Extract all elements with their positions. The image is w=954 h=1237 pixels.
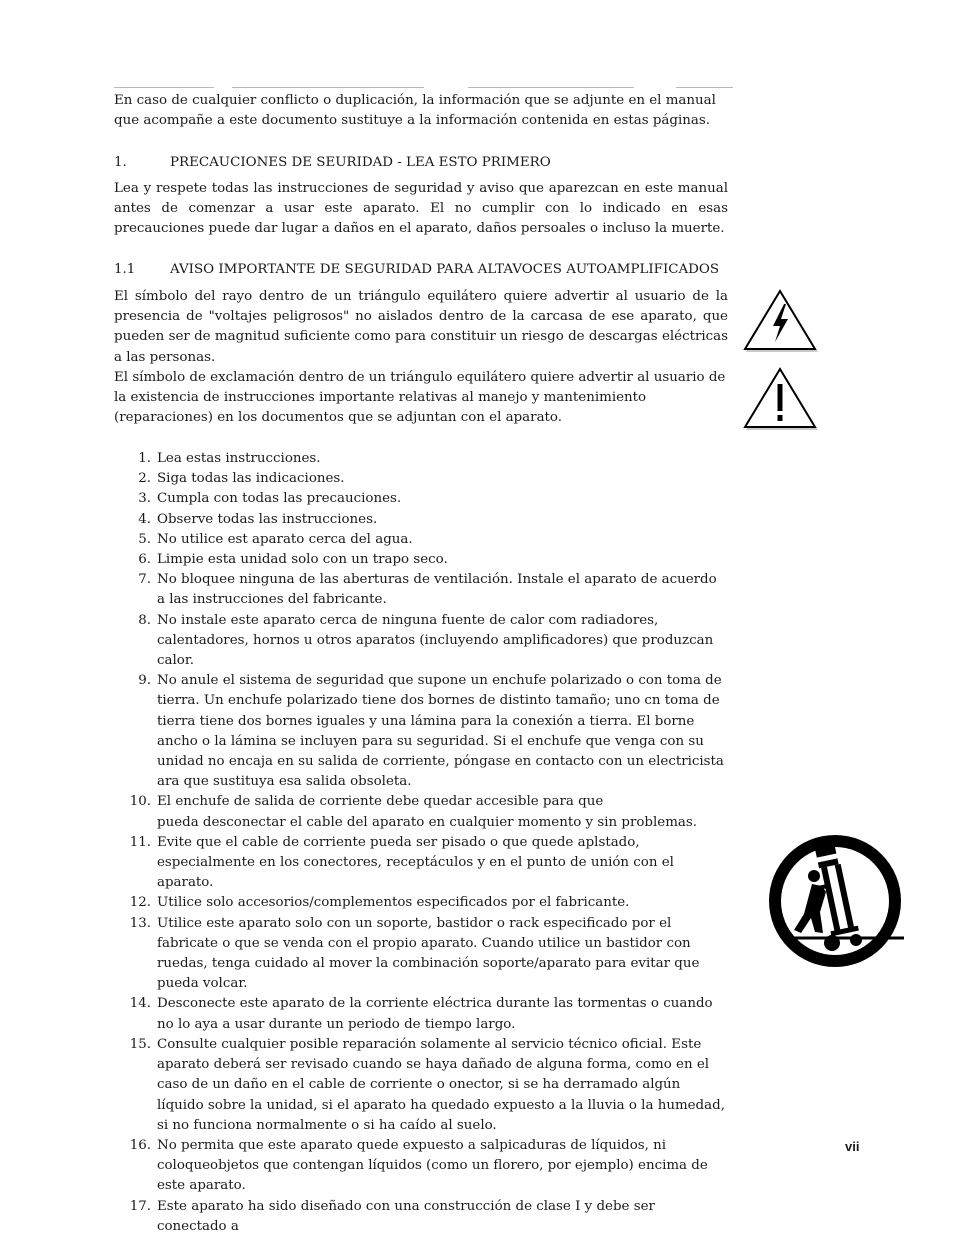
list-item-number: 14.	[129, 996, 151, 1012]
list-item	[114, 792, 728, 832]
list-item	[114, 1035, 728, 1136]
list-item	[114, 530, 728, 550]
section-1-heading	[114, 153, 551, 173]
list-item	[114, 893, 728, 913]
safety-instructions-list	[114, 449, 728, 1237]
list-item-text: El enchufe de salida de corriente debe quedar accesible para que	[157, 794, 604, 810]
list-item-number: 11.	[129, 834, 151, 850]
section-title: AVISO IMPORTANTE DE SEGURIDAD PARA ALTAVOCES AUTOAMPLIFICADOS	[170, 262, 720, 277]
list-item	[114, 469, 728, 489]
section-title: PRECAUCIONES DE SEURIDAD - LEA ESTO PRIMERO	[170, 155, 551, 170]
list-item-number: 7.	[138, 572, 151, 588]
header-rule	[676, 87, 733, 88]
list-item	[114, 449, 728, 469]
list-item-text: Consulte cualquier posible reparación solamente al servicio técnico oficial. Este aparato deberá ser revisado cuando se haya dañado de alguna forma, como en el caso de un daño en el cable de corriente o onector, si se ha derramado algún líquido sobre la unidad, si el aparato ha quedado expuesto a la lluvia o la humedad, si no funciona normalmente o si ha caído al suelo.	[157, 1036, 725, 1133]
list-item-number: 8.	[138, 612, 151, 628]
list-item	[114, 1197, 728, 1237]
list-item-text: pueda desconectar el cable del aparato en cualquier momento y sin problemas.	[157, 814, 698, 830]
list-item-number: 13.	[129, 915, 151, 931]
list-item-text: No instale este aparato cerca de ninguna fuente de calor com radiadores, calentadores, hornos u otros aparatos (incluyendo amplificadores) que produzcan calor.	[157, 612, 714, 669]
list-item	[114, 550, 728, 570]
list-item	[114, 570, 728, 610]
header-rule	[232, 87, 424, 88]
lightning-symbol-paragraph: El símbolo del rayo dentro de un triángulo equilátero quiere advertir al usuario de la presencia de "voltajes peligrosos" no aislados dentro de la carcasa de ese aparato, que pueden ser de magnitud suficiente como para constituir un riesgo de descargas eléctricas a las personas.	[114, 289, 728, 365]
list-item-text: Limpie esta unidad solo con un trapo seco.	[157, 552, 448, 568]
list-item-number: 16.	[129, 1137, 151, 1153]
list-item-number: 1.	[138, 451, 151, 466]
section-1-1-heading	[114, 260, 719, 280]
exclamation-symbol-paragraph: El símbolo de exclamación dentro de un triángulo equilátero quiere advertir al usuario de la existencia de instrucciones importante relativas al manejo y mantenimiento (reparaciones) en los documentos que se adjuntan con el aparato.	[114, 370, 726, 426]
list-item-text: No permita que este aparato quede expuesto a salpicaduras de líquidos, ni coloqueobjetos que contengan líquidos (como un florero, por ejemplo) encima de este aparato.	[157, 1137, 708, 1194]
cart-tip-over-warning-icon	[768, 834, 906, 970]
list-item-number: 12.	[129, 895, 151, 911]
intro-paragraph: En caso de cualquier conflicto o duplicación, la información que se adjunte en el manual que acompañe a este documento sustituye a la información contenida en estas páginas.	[114, 93, 716, 129]
list-item	[114, 833, 728, 894]
list-item	[114, 914, 728, 995]
list-item-number: 5.	[138, 531, 151, 547]
list-item	[114, 994, 728, 1034]
list-item-text: Lea estas instrucciones.	[157, 451, 321, 466]
list-item-number: 6.	[138, 552, 151, 568]
list-item-number: 2.	[138, 471, 151, 487]
header-rule	[114, 87, 214, 88]
list-item-number: 3.	[138, 491, 151, 507]
list-item-text: Utilice este aparato solo con un soporte, bastidor o rack especificado por el fabricate o que se venda con el propio aparato. Cuando utilice un bastidor con ruedas, tenga cuidado al mover la combinación soporte/aparato para evitar que pueda volcar.	[157, 915, 700, 992]
section-1-body: Lea y respete todas las instrucciones de seguridad y aviso que aparezcan en este manual antes de comenzar a usar este aparato. El no cumplir con lo indicado en esas precauciones puede dar lugar a daños en el aparato, daños persoales o incluso la muerte.	[114, 181, 728, 237]
page-number: vii	[845, 1139, 860, 1154]
list-item-text: Desconecte este aparato de la corriente eléctrica durante las tormentas o cuando no lo aya a usar durante un periodo de tiempo largo.	[157, 996, 713, 1032]
list-item-text: Siga todas las indicaciones.	[157, 471, 345, 487]
lightning-warning-triangle-icon	[742, 288, 822, 354]
exclamation-warning-triangle-icon	[742, 366, 822, 432]
header-rule	[468, 87, 634, 88]
list-item	[114, 671, 728, 792]
list-item-text: No anule el sistema de seguridad que supone un enchufe polarizado o con toma de tierra. Un enchufe polarizado tiene dos bornes de distinto tamaño; uno cn toma de tierra tiene dos bornes iguales y una lámina para la conexión a tierra. El borne ancho o la lámina se incluyen para su seguridad. Si el enchufe que venga con su unidad no encaja en su salida de corriente, póngase en contacto con un electricista ara que sustituya esa salida obsoleta.	[157, 673, 724, 790]
list-item-number: 9.	[138, 673, 151, 689]
list-item-text: Evite que el cable de corriente pueda ser pisado o que quede aplstado, especialmente en los conectores, receptáculos y en el punto de unión con el aparato.	[157, 834, 674, 891]
list-item-text: Cumpla con todas las precauciones.	[157, 491, 402, 507]
list-item-number: 15.	[129, 1036, 151, 1052]
list-item-text: Utilice solo accesorios/complementos especificados por el fabricante.	[157, 895, 630, 911]
list-item-number: 4.	[138, 511, 151, 527]
list-item-text: Este aparato ha sido diseñado con una construcción de clase I y debe ser conectado a	[157, 1198, 655, 1234]
section-number: 1.1	[114, 262, 136, 277]
list-item-text: No bloquee ninguna de las aberturas de ventilación. Instale el aparato de acuerdo a las instrucciones del fabricante.	[157, 572, 717, 608]
list-item-number: 10.	[129, 794, 151, 810]
list-item-text: Observe todas las instrucciones.	[157, 511, 378, 527]
list-item	[114, 489, 728, 509]
list-item	[114, 510, 728, 530]
section-number: 1.	[114, 155, 127, 170]
list-item	[114, 611, 728, 672]
list-item-text: No utilice est aparato cerca del agua.	[157, 531, 413, 547]
list-item	[114, 1136, 728, 1197]
list-item-number: 17.	[129, 1198, 151, 1214]
